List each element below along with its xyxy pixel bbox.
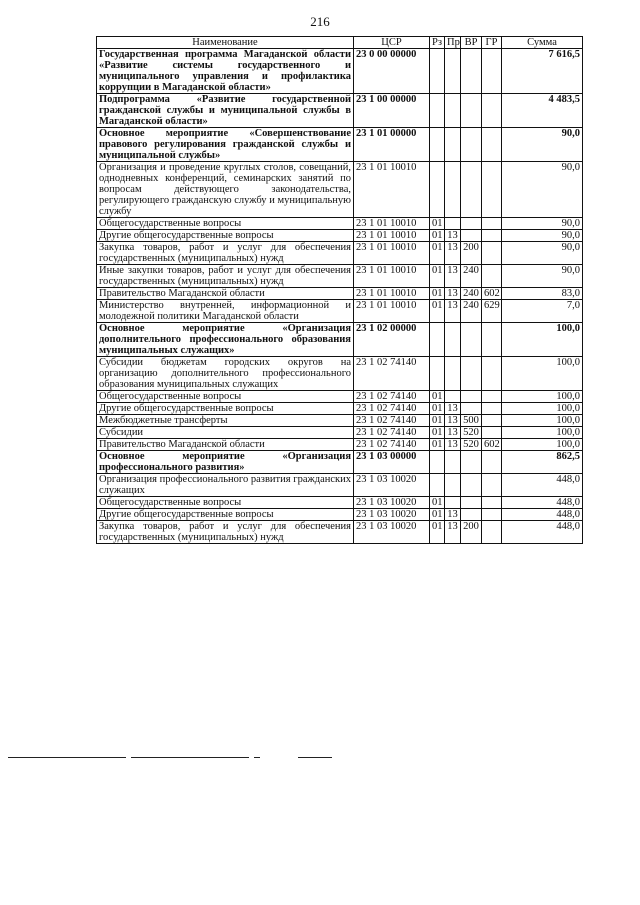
cell-name: Другие общегосударственные вопросы bbox=[97, 230, 354, 242]
cell-name: Основное мероприятие «Совершенствование правового регулирования гражданской службы и муниципальной службы» bbox=[97, 128, 354, 162]
cell-name: Организация и проведение круглых столов, совещаний, однодневных конференций, семинарских занятий по вопросам действующего законодательства, регулирующего гражданскую службу и муниципальную службу bbox=[97, 162, 354, 218]
cell-rz bbox=[430, 49, 445, 94]
cell-vr: 500 bbox=[461, 415, 482, 427]
cell-pr bbox=[445, 357, 461, 391]
cell-gr bbox=[482, 451, 502, 474]
cell-sum: 90,0 bbox=[502, 218, 583, 230]
table-header-row bbox=[97, 37, 583, 49]
header-vr: ВР bbox=[461, 37, 482, 49]
table-row bbox=[97, 427, 583, 439]
cell-csr: 23 1 01 00000 bbox=[354, 128, 430, 162]
cell-name: Межбюджетные трансферты bbox=[97, 415, 354, 427]
cell-pr: 13 bbox=[445, 230, 461, 242]
cell-gr bbox=[482, 509, 502, 521]
table-row bbox=[97, 415, 583, 427]
table-row bbox=[97, 509, 583, 521]
table-row bbox=[97, 265, 583, 288]
cell-vr bbox=[461, 128, 482, 162]
cell-pr: 13 bbox=[445, 427, 461, 439]
cell-csr: 23 1 01 10010 bbox=[354, 300, 430, 323]
cell-sum: 100,0 bbox=[502, 391, 583, 403]
cell-csr: 23 1 03 10020 bbox=[354, 509, 430, 521]
cell-gr bbox=[482, 128, 502, 162]
table-row bbox=[97, 288, 583, 300]
cell-name: Общегосударственные вопросы bbox=[97, 218, 354, 230]
table-row bbox=[97, 94, 583, 128]
cell-gr bbox=[482, 323, 502, 357]
cell-rz: 01 bbox=[430, 403, 445, 415]
cell-pr bbox=[445, 474, 461, 497]
cell-gr bbox=[482, 391, 502, 403]
footnote-rule-dash bbox=[254, 757, 260, 758]
cell-pr: 13 bbox=[445, 300, 461, 323]
cell-sum: 448,0 bbox=[502, 509, 583, 521]
table-row bbox=[97, 218, 583, 230]
table-row bbox=[97, 230, 583, 242]
cell-rz: 01 bbox=[430, 509, 445, 521]
cell-csr: 23 1 01 10010 bbox=[354, 162, 430, 218]
cell-sum: 448,0 bbox=[502, 521, 583, 544]
cell-csr: 23 1 01 10010 bbox=[354, 230, 430, 242]
cell-vr: 520 bbox=[461, 439, 482, 451]
cell-sum: 100,0 bbox=[502, 415, 583, 427]
table-row bbox=[97, 391, 583, 403]
table-row bbox=[97, 323, 583, 357]
header-sum: Сумма bbox=[502, 37, 583, 49]
cell-name: Основное мероприятие «Организация дополнительного профессионального образования муниципальных служащих» bbox=[97, 323, 354, 357]
cell-pr bbox=[445, 94, 461, 128]
cell-gr bbox=[482, 242, 502, 265]
cell-pr: 13 bbox=[445, 242, 461, 265]
cell-name: Министерство внутренней, информационной и молодежной политики Магаданской области bbox=[97, 300, 354, 323]
cell-vr bbox=[461, 474, 482, 497]
table-row bbox=[97, 128, 583, 162]
cell-name: Правительство Магаданской области bbox=[97, 439, 354, 451]
cell-csr: 23 1 02 00000 bbox=[354, 323, 430, 357]
cell-name: Другие общегосударственные вопросы bbox=[97, 403, 354, 415]
header-name: Наименование bbox=[97, 37, 354, 49]
cell-vr bbox=[461, 230, 482, 242]
table-row bbox=[97, 439, 583, 451]
footnote-rule-right bbox=[298, 757, 332, 758]
cell-gr bbox=[482, 403, 502, 415]
cell-sum: 100,0 bbox=[502, 323, 583, 357]
cell-vr bbox=[461, 357, 482, 391]
cell-name: Закупка товаров, работ и услуг для обеспечения государственных (муниципальных) нужд bbox=[97, 242, 354, 265]
cell-sum: 100,0 bbox=[502, 403, 583, 415]
cell-vr bbox=[461, 218, 482, 230]
cell-gr bbox=[482, 94, 502, 128]
cell-vr: 200 bbox=[461, 242, 482, 265]
cell-sum: 100,0 bbox=[502, 357, 583, 391]
header-pr: Пр bbox=[445, 37, 461, 49]
cell-rz: 01 bbox=[430, 439, 445, 451]
table-row bbox=[97, 300, 583, 323]
cell-name: Субсидии бюджетам городских округов на организацию дополнительного профессионального образования муниципальных служащих bbox=[97, 357, 354, 391]
header-rz: Рз bbox=[430, 37, 445, 49]
table-row bbox=[97, 357, 583, 391]
cell-pr bbox=[445, 391, 461, 403]
cell-vr bbox=[461, 403, 482, 415]
cell-vr: 240 bbox=[461, 265, 482, 288]
cell-vr bbox=[461, 162, 482, 218]
table-body bbox=[97, 49, 583, 544]
cell-pr: 13 bbox=[445, 265, 461, 288]
cell-vr: 240 bbox=[461, 300, 482, 323]
cell-vr bbox=[461, 497, 482, 509]
cell-pr bbox=[445, 323, 461, 357]
cell-gr bbox=[482, 521, 502, 544]
budget-table bbox=[96, 36, 583, 544]
cell-gr bbox=[482, 415, 502, 427]
cell-csr: 23 0 00 00000 bbox=[354, 49, 430, 94]
cell-pr bbox=[445, 162, 461, 218]
table-row bbox=[97, 403, 583, 415]
cell-rz: 01 bbox=[430, 415, 445, 427]
cell-rz: 01 bbox=[430, 230, 445, 242]
cell-sum: 100,0 bbox=[502, 427, 583, 439]
cell-rz: 01 bbox=[430, 391, 445, 403]
cell-csr: 23 1 01 10010 bbox=[354, 288, 430, 300]
cell-sum: 4 483,5 bbox=[502, 94, 583, 128]
cell-sum: 83,0 bbox=[502, 288, 583, 300]
cell-name: Закупка товаров, работ и услуг для обеспечения государственных (муниципальных) нужд bbox=[97, 521, 354, 544]
cell-gr bbox=[482, 265, 502, 288]
cell-gr bbox=[482, 357, 502, 391]
cell-name: Организация профессионального развития гражданских служащих bbox=[97, 474, 354, 497]
cell-rz bbox=[430, 451, 445, 474]
cell-gr bbox=[482, 474, 502, 497]
cell-gr bbox=[482, 49, 502, 94]
cell-vr bbox=[461, 451, 482, 474]
cell-gr bbox=[482, 497, 502, 509]
cell-vr bbox=[461, 391, 482, 403]
cell-csr: 23 1 00 00000 bbox=[354, 94, 430, 128]
cell-pr: 13 bbox=[445, 403, 461, 415]
cell-sum: 7,0 bbox=[502, 300, 583, 323]
cell-name: Государственная программа Магаданской области «Развитие системы государственного и муниципального управления и профилактика коррупции в Магаданской области» bbox=[97, 49, 354, 94]
cell-csr: 23 1 01 10010 bbox=[354, 265, 430, 288]
cell-name: Другие общегосударственные вопросы bbox=[97, 509, 354, 521]
cell-vr: 520 bbox=[461, 427, 482, 439]
cell-pr: 13 bbox=[445, 509, 461, 521]
cell-vr bbox=[461, 49, 482, 94]
cell-sum: 90,0 bbox=[502, 265, 583, 288]
table-row bbox=[97, 521, 583, 544]
cell-sum: 448,0 bbox=[502, 497, 583, 509]
header-gr: ГР bbox=[482, 37, 502, 49]
cell-rz bbox=[430, 94, 445, 128]
cell-gr: 602 bbox=[482, 288, 502, 300]
cell-name: Общегосударственные вопросы bbox=[97, 391, 354, 403]
cell-sum: 90,0 bbox=[502, 128, 583, 162]
cell-pr bbox=[445, 128, 461, 162]
page-number: 216 bbox=[310, 14, 330, 29]
cell-rz: 01 bbox=[430, 218, 445, 230]
cell-gr bbox=[482, 162, 502, 218]
cell-vr: 240 bbox=[461, 288, 482, 300]
table-row bbox=[97, 451, 583, 474]
cell-vr: 200 bbox=[461, 521, 482, 544]
table-row bbox=[97, 162, 583, 218]
cell-gr bbox=[482, 230, 502, 242]
cell-name: Субсидии bbox=[97, 427, 354, 439]
header-csr: ЦСР bbox=[354, 37, 430, 49]
cell-csr: 23 1 02 74140 bbox=[354, 403, 430, 415]
cell-rz bbox=[430, 162, 445, 218]
cell-rz: 01 bbox=[430, 242, 445, 265]
cell-rz: 01 bbox=[430, 300, 445, 323]
cell-csr: 23 1 02 74140 bbox=[354, 439, 430, 451]
cell-vr bbox=[461, 509, 482, 521]
cell-pr: 13 bbox=[445, 521, 461, 544]
table-row bbox=[97, 474, 583, 497]
cell-vr bbox=[461, 323, 482, 357]
cell-rz bbox=[430, 128, 445, 162]
cell-sum: 862,5 bbox=[502, 451, 583, 474]
cell-vr bbox=[461, 94, 482, 128]
cell-sum: 90,0 bbox=[502, 242, 583, 265]
cell-rz bbox=[430, 323, 445, 357]
cell-rz: 01 bbox=[430, 265, 445, 288]
cell-pr bbox=[445, 497, 461, 509]
cell-pr: 13 bbox=[445, 288, 461, 300]
cell-rz bbox=[430, 474, 445, 497]
cell-sum: 100,0 bbox=[502, 439, 583, 451]
footnote-rule-left bbox=[8, 757, 126, 758]
footnote-rule-center bbox=[131, 757, 249, 758]
cell-csr: 23 1 02 74140 bbox=[354, 415, 430, 427]
cell-name: Общегосударственные вопросы bbox=[97, 497, 354, 509]
cell-rz: 01 bbox=[430, 497, 445, 509]
cell-pr bbox=[445, 49, 461, 94]
cell-csr: 23 1 02 74140 bbox=[354, 427, 430, 439]
cell-gr: 629 bbox=[482, 300, 502, 323]
cell-csr: 23 1 02 74140 bbox=[354, 357, 430, 391]
cell-csr: 23 1 01 10010 bbox=[354, 242, 430, 265]
cell-csr: 23 1 03 00000 bbox=[354, 451, 430, 474]
cell-csr: 23 1 03 10020 bbox=[354, 497, 430, 509]
cell-sum: 90,0 bbox=[502, 162, 583, 218]
cell-sum: 448,0 bbox=[502, 474, 583, 497]
cell-name: Основное мероприятие «Организация профессионального развития» bbox=[97, 451, 354, 474]
cell-rz: 01 bbox=[430, 288, 445, 300]
cell-name: Правительство Магаданской области bbox=[97, 288, 354, 300]
cell-csr: 23 1 02 74140 bbox=[354, 391, 430, 403]
table-row bbox=[97, 497, 583, 509]
table-row bbox=[97, 49, 583, 94]
cell-sum: 90,0 bbox=[502, 230, 583, 242]
cell-gr bbox=[482, 427, 502, 439]
cell-name: Подпрограмма «Развитие государственной гражданской службы и муниципальной службы в Магаданской области» bbox=[97, 94, 354, 128]
cell-pr: 13 bbox=[445, 415, 461, 427]
cell-rz: 01 bbox=[430, 521, 445, 544]
cell-rz bbox=[430, 357, 445, 391]
cell-rz: 01 bbox=[430, 427, 445, 439]
cell-pr: 13 bbox=[445, 439, 461, 451]
cell-name: Иные закупки товаров, работ и услуг для обеспечения государственных (муниципальных) нужд bbox=[97, 265, 354, 288]
cell-sum: 7 616,5 bbox=[502, 49, 583, 94]
cell-csr: 23 1 03 10020 bbox=[354, 521, 430, 544]
table-row bbox=[97, 242, 583, 265]
cell-gr: 602 bbox=[482, 439, 502, 451]
cell-gr bbox=[482, 218, 502, 230]
cell-csr: 23 1 01 10010 bbox=[354, 218, 430, 230]
cell-pr bbox=[445, 218, 461, 230]
cell-pr bbox=[445, 451, 461, 474]
cell-csr: 23 1 03 10020 bbox=[354, 474, 430, 497]
